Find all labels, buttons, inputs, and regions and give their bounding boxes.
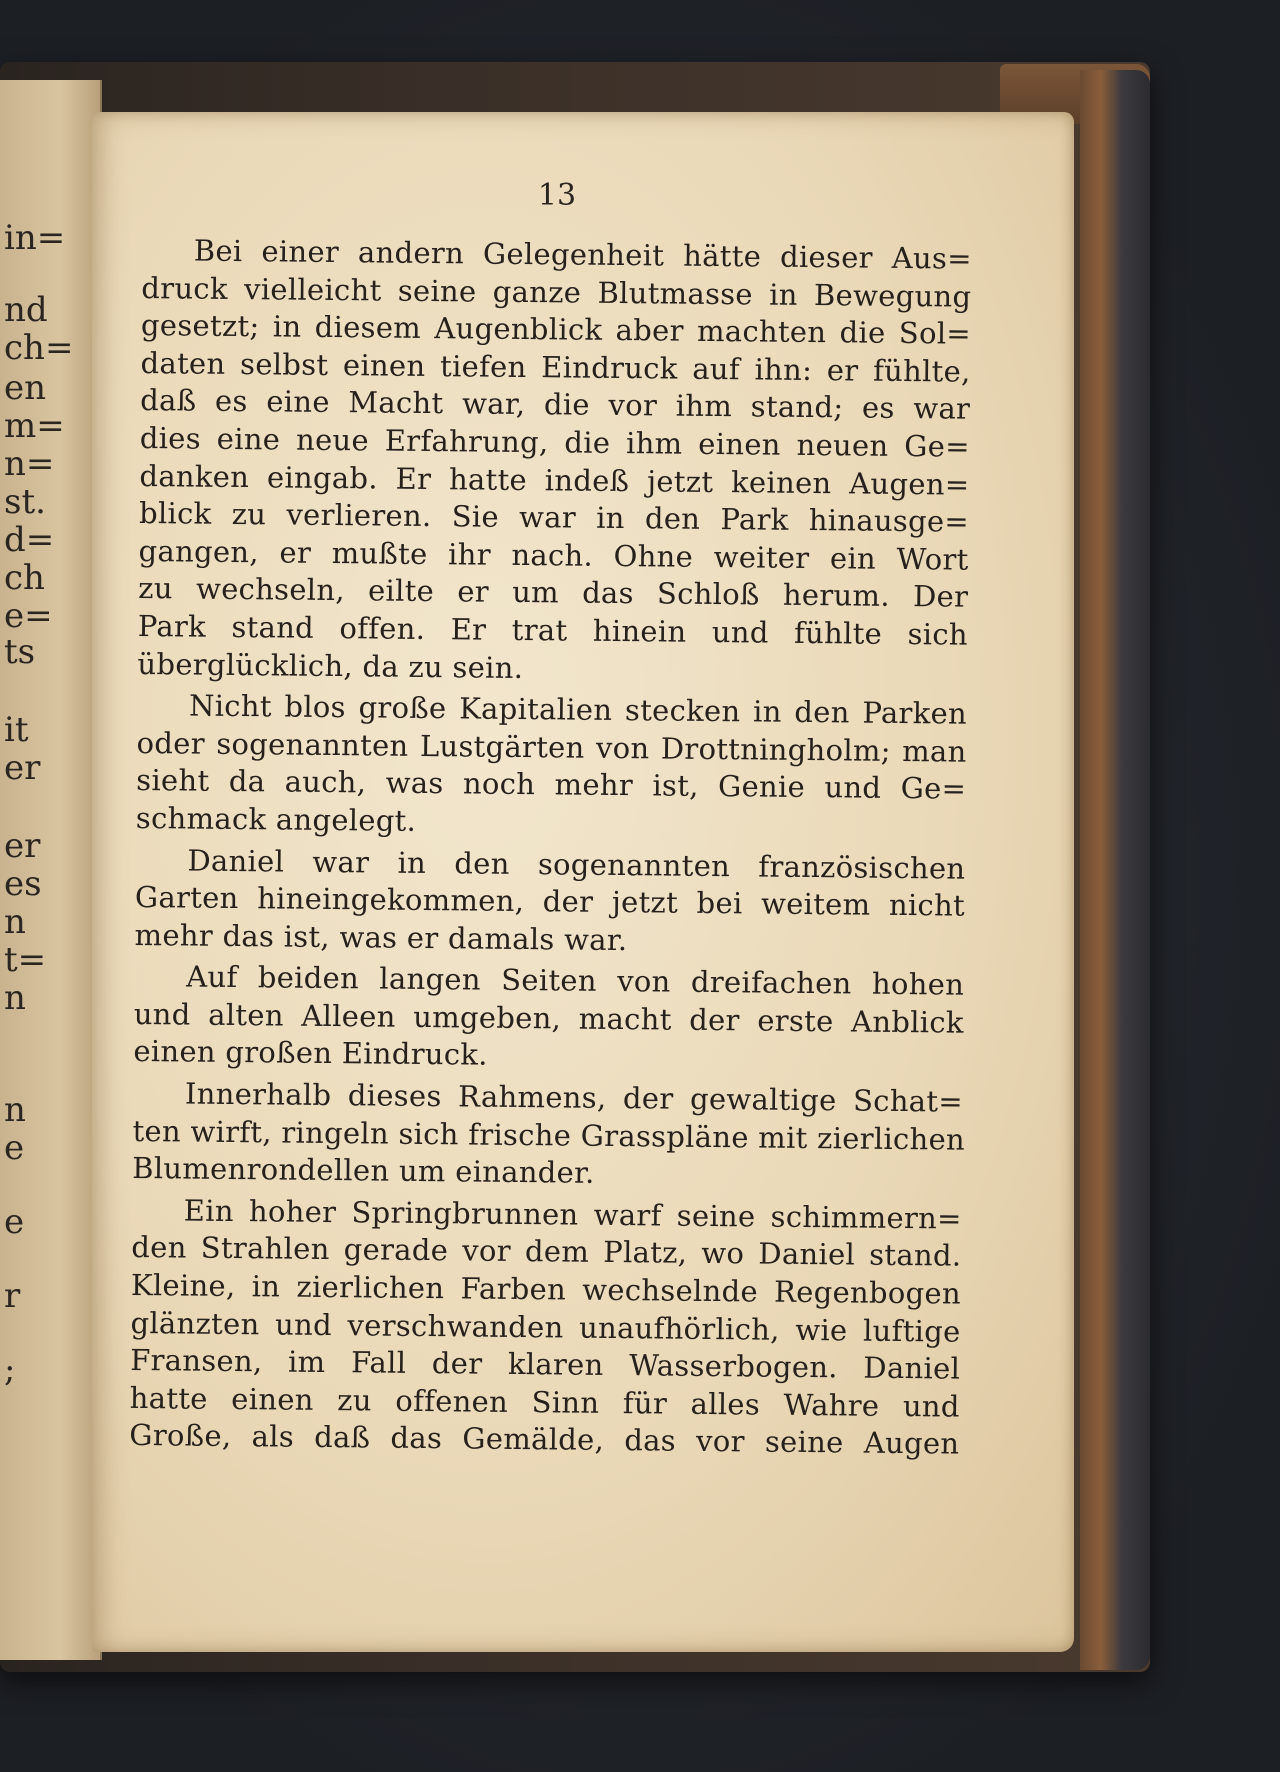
fragment: es: [4, 864, 42, 904]
fragment: n=: [4, 444, 55, 484]
text-line: glänzten und verschwanden unaufhörlich, wie luftige: [130, 1305, 961, 1349]
fragment: n: [4, 902, 26, 942]
fragment: r: [4, 1276, 21, 1316]
text-line: gesetzt; in diesem Augenblick aber machten die Sol=: [140, 308, 972, 351]
text-line: Innerhalb dieses Rahmens, der gewaltige Schat=: [184, 1076, 964, 1119]
fragment: er: [4, 748, 41, 788]
fragment: ch: [4, 558, 45, 598]
text-line: druck vielleicht seine ganze Blutmasse in Bewegung: [141, 270, 972, 314]
paragraph: [132, 1075, 966, 1196]
fragment: e: [4, 1202, 25, 1242]
fragment: er: [4, 826, 41, 866]
paragraph: [133, 958, 964, 1079]
text-line: Bei einer andern Gelegenheit hätte dieser Aus=: [193, 233, 972, 276]
text-line: Auf beiden langen Seiten von dreifachen hohen: [186, 959, 965, 1002]
fragment: ch=: [4, 328, 74, 368]
fragment: d=: [4, 520, 55, 560]
text-line: hatte einen zu offenen Sinn für alles Wahre und: [129, 1380, 960, 1424]
previous-page-edge: [0, 80, 102, 1660]
text-line: danken eingab. Er hatte indeß jetzt keinen Augen=: [139, 458, 970, 502]
book-spine-edge: [1080, 70, 1150, 1670]
text-line: daß es eine Macht war, die vor ihm stand; es war: [140, 383, 971, 427]
text-line: blick zu verlieren. Sie war in den Park hinausge=: [138, 496, 970, 539]
text-line: überglücklich, da zu sein.: [137, 646, 524, 685]
paragraph: [137, 232, 972, 692]
text-line: und alten Alleen umgeben, macht der erste Anblick: [133, 996, 964, 1040]
text-line: Ein hoher Springbrunnen warf seine schimmern=: [183, 1193, 962, 1236]
page-number: 13: [537, 178, 577, 213]
paragraph: [136, 687, 968, 846]
text-line: Große, als daß das Gemälde, das vor seine Augen: [129, 1418, 960, 1462]
fragment: en: [4, 368, 47, 408]
text-line: Kleine, in zierlichen Farben wechselnde Regenbogen: [130, 1267, 962, 1311]
previous-page-fragments: [0, 80, 100, 1660]
text-line: Nicht blos große Kapitalien stecken in den Parken: [188, 688, 968, 731]
fragment: t=: [4, 940, 47, 980]
text-line: Blumenrondellen um einander.: [132, 1151, 595, 1191]
text-line: daten selbst einen tiefen Eindruck auf ihn: er fühlte,: [140, 345, 971, 389]
text-line: gangen, er mußte ihr nach. Ohne weiter ein Wort: [138, 533, 969, 577]
text-line: den Strahlen gerade vor dem Platz, wo Daniel stand.: [131, 1230, 962, 1274]
fragment: ;: [4, 1350, 16, 1390]
fragment: e=: [4, 596, 53, 636]
text-line: Daniel war in den sogenannten französischen: [187, 843, 966, 886]
text-line: zu wechseln, eilte er um das Schloß herum. Der: [138, 571, 969, 615]
text-line: sieht da auch, was noch mehr ist, Genie und Ge=: [136, 763, 967, 806]
fragment: m=: [4, 406, 65, 446]
fragment: n: [4, 978, 26, 1018]
text-line: mehr das ist, was er damals war.: [134, 917, 628, 957]
text-line: einen großen Eindruck.: [133, 1034, 488, 1073]
fragment: ts: [4, 632, 36, 672]
page-text: [129, 232, 972, 1464]
text-line: schmack angelegt.: [135, 800, 417, 838]
text-line: oder sogenannten Lustgärten von Drottningholm; man: [136, 725, 967, 769]
fragment: st.: [4, 482, 46, 522]
fragment: n: [4, 1090, 26, 1130]
fragment: it: [4, 710, 29, 750]
fragment: nd: [4, 290, 48, 330]
paragraph: [134, 841, 965, 962]
text-line: dies eine neue Erfahrung, die ihm einen neuen Ge=: [139, 420, 970, 464]
text-line: Garten hineingekommen, der jetzt bei weitem nicht: [134, 880, 966, 923]
book-page: [92, 112, 1074, 1652]
text-line: Park stand offen. Er trat hinein und fühlte sich: [137, 608, 969, 652]
paragraph: [129, 1192, 962, 1464]
text-line: Fransen, im Fall der klaren Wasserbogen. Daniel: [130, 1343, 961, 1386]
fragment: in=: [4, 218, 66, 258]
text-line: ten wirft, ringeln sich frische Grasspläne mit zierlichen: [132, 1113, 966, 1157]
fragment: e: [4, 1128, 25, 1168]
